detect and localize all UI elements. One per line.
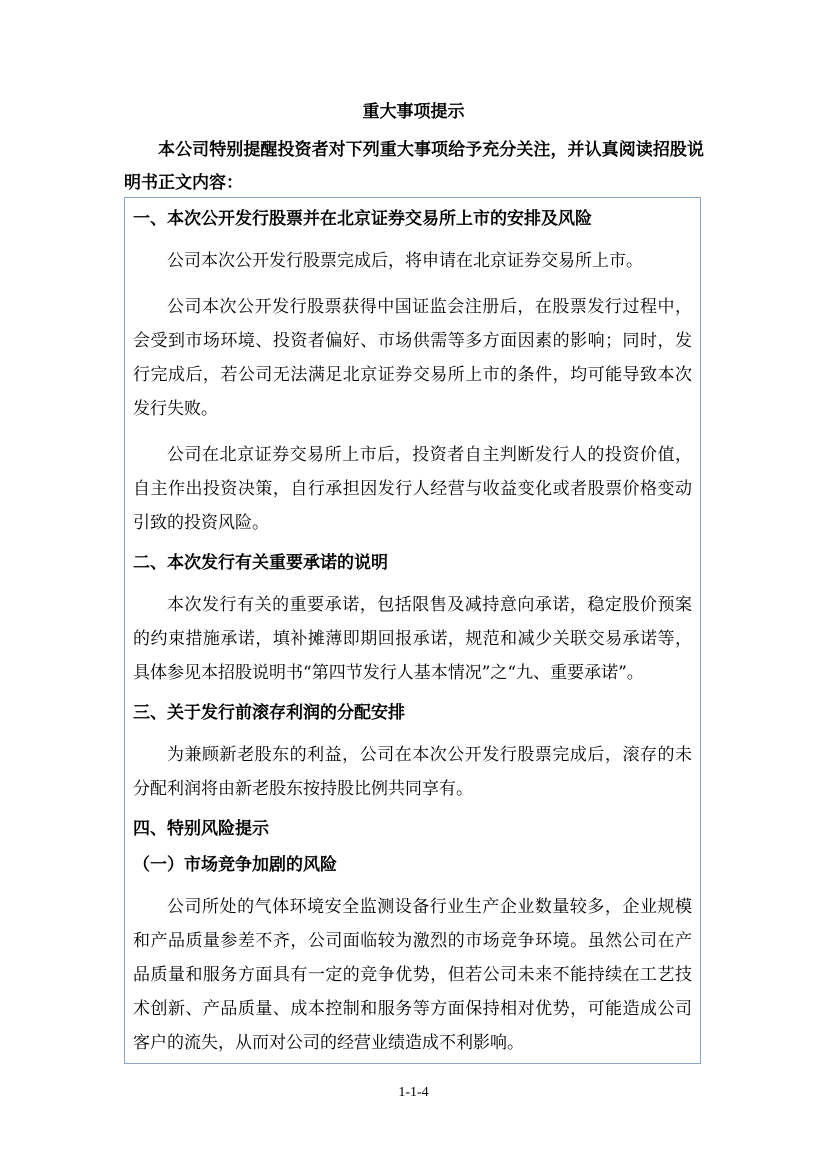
section-heading-1: 一、本次公开发行股票并在北京证券交易所上市的安排及风险 (133, 209, 592, 229)
subsection-heading-4-1: （一）市场竞争加剧的风险 (133, 855, 337, 875)
page-title: 重大事项提示 (362, 102, 465, 122)
section-3-paragraph-1: 为兼顾新老股东的利益，公司在本次公开发行股票完成后，滚存的未分配利润将由新老股东按持股比例共同享有。 (133, 745, 692, 799)
section-heading-3: 三、关于发行前滚存利润的分配安排 (133, 703, 405, 723)
section-1-paragraph-2: 公司本次公开发行股票获得中国证监会注册后，在股票发行过程中，会受到市场环境、投资者偏好、市场供需等多方面因素的影响；同时，发行完成后，若公司无法满足北京证券交易所上市的条件，均可能导致本次发行失败。 (133, 297, 692, 419)
section-1-paragraph-3: 公司在北京证券交易所上市后，投资者自主判断发行人的投资价值，自主作出投资决策，自行承担因发行人经营与收益变化或者股票价格变动引致的投资风险。 (133, 445, 692, 533)
section-heading-2: 二、本次发行有关重要承诺的说明 (133, 553, 388, 573)
section-1-paragraph-1: 公司本次公开发行股票完成后，将申请在北京证券交易所上市。 (167, 251, 643, 271)
content-frame (124, 197, 701, 1064)
section-4-paragraph-1: 公司所处的气体环境安全监测设备行业生产企业数量较多，企业规模和产品质量参差不齐，公司面临较为激烈的市场竞争环境。虽然公司在产品质量和服务方面具有一定的竞争优势，但若公司未来不能持续在工艺技术创新、产品质量、成本控制和服务等方面保持相对优势，可能造成公司客户的流失，从而对公司的经营业绩造成不利影响。 (133, 897, 692, 1053)
intro-paragraph: 本公司特别提醒投资者对下列重大事项给予充分关注，并认真阅读招股说明书正文内容： (124, 140, 704, 193)
section-heading-4: 四、特别风险提示 (133, 819, 269, 839)
page-number: 1-1-4 (398, 1085, 429, 1100)
section-2-paragraph-1: 本次发行有关的重要承诺，包括限售及减持意向承诺，稳定股价预案的约束措施承诺，填补摊薄即期回报承诺，规范和减少关联交易承诺等，具体参见本招股说明书“第四节发行人基本情况”之“九、重要承诺”。 (133, 595, 692, 683)
